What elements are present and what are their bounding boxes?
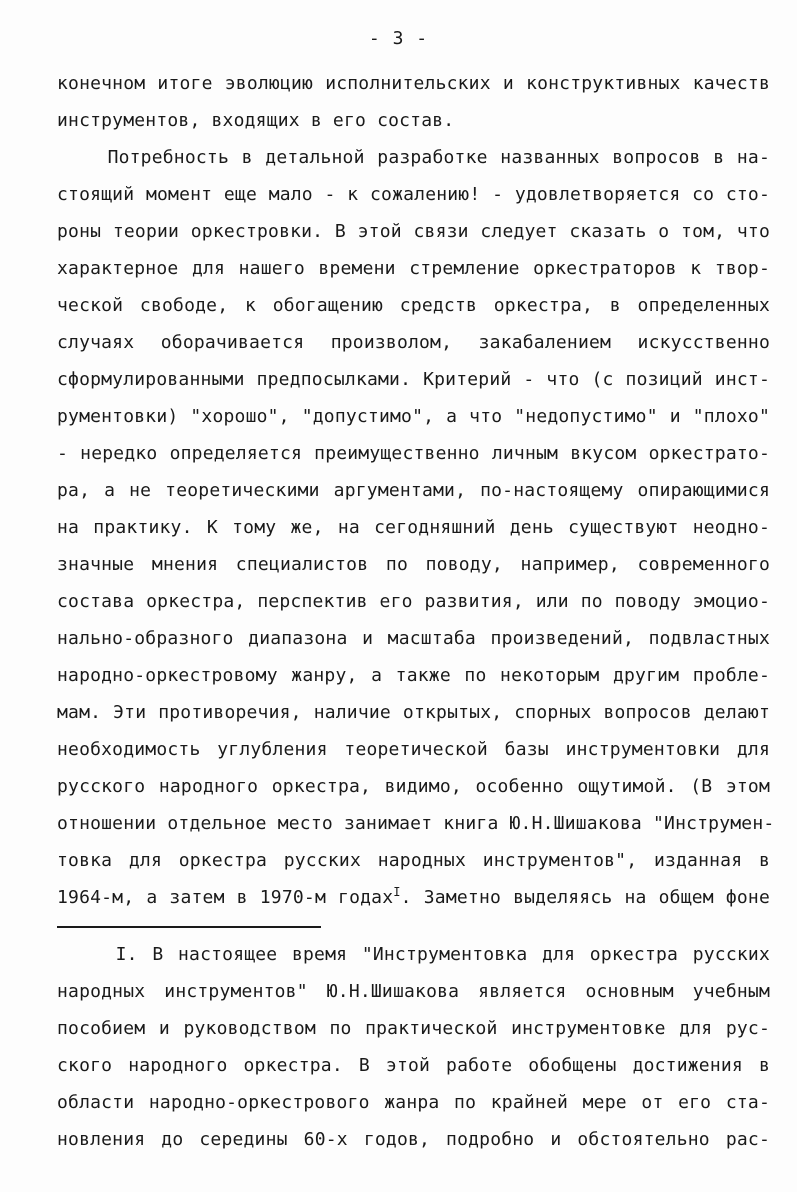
footnote-line: пособием и руководством по практической инструментовке для рус- — [57, 1018, 770, 1039]
body-line: товка для оркестра русских народных инструментов", изданная в — [57, 850, 770, 871]
footnote-line: новления до середины 60-х годов, подробно и обстоятельно рас- — [57, 1129, 770, 1150]
body-line: рументовки) "хорошо", "допустимо", а что "недопустимо" и "плохо" — [57, 406, 770, 427]
body-line: русского народного оркестра, видимо, особенно ощутимой. (В этом — [57, 776, 770, 797]
body-line: на практику. К тому же, на сегодняшний день существуют неодно- — [57, 517, 770, 538]
body-line: - нередко определяется преимущественно личным вкусом оркестрато- — [57, 443, 770, 464]
body-line: характерное для нашего времени стремление оркестраторов к твор- — [57, 258, 770, 279]
body-line: состава оркестра, перспектив его развития, или по поводу эмоцио- — [57, 591, 770, 612]
body-line: нально-образного диапазона и масштаба произведений, подвластных — [57, 628, 770, 649]
footnote-line: I. В настоящее время "Инструментовка для оркестра русских — [57, 944, 770, 965]
body-line: отношении отдельное место занимает книга Ю.Н.Шишакова "Инструмен- — [57, 813, 775, 834]
footnote-separator — [57, 926, 321, 928]
body-line: значные мнения специалистов по поводу, например, современного — [57, 554, 770, 575]
footnote-reference: I — [393, 885, 401, 899]
page-number: - 3 - — [368, 28, 429, 49]
footnote-line: народных инструментов" Ю.Н.Шишакова является основным учебным — [57, 981, 770, 1002]
body-line: необходимость углубления теоретической базы инструментовки для — [57, 739, 770, 760]
body-line: сформулированными предпосылками. Критерий - что (с позиций инст- — [57, 369, 770, 390]
footnote-line: ского народного оркестра. В этой работе обобщены достижения в — [57, 1055, 770, 1076]
body-line: роны теории оркестровки. В этой связи следует сказать о том, что — [57, 221, 770, 242]
body-line: Потребность в детальной разработке названных вопросов в на- — [57, 147, 770, 168]
body-line-text: 1964-м, а затем в 1970-м годах — [57, 887, 394, 908]
body-line: ческой свободе, к обогащению средств оркестра, в определенных — [57, 295, 770, 316]
body-line: случаях оборачивается произволом, закабалением искусственно — [57, 332, 770, 353]
body-line-text: . Заметно выделяясь на общем фоне — [400, 887, 771, 908]
footnote-line: области народно-оркестрового жанра по крайней мере от его ста- — [57, 1092, 770, 1113]
body-line: ра, а не теоретическими аргументами, по-настоящему опирающимися — [57, 480, 770, 501]
body-line: инструментов, входящих в его состав. — [57, 110, 455, 131]
body-line-with-footnote-ref — [57, 887, 770, 909]
body-line: конечном итоге эволюцию исполнительских и конструктивных качеств — [57, 73, 770, 94]
body-line: мам. Эти противоречия, наличие открытых, спорных вопросов делают — [57, 702, 770, 723]
body-line: стоящий момент еще мало - к сожалению! - удовлетворяется со сто- — [57, 184, 770, 205]
body-line: народно-оркестровому жанру, а также по некоторым другим пробле- — [57, 665, 770, 686]
